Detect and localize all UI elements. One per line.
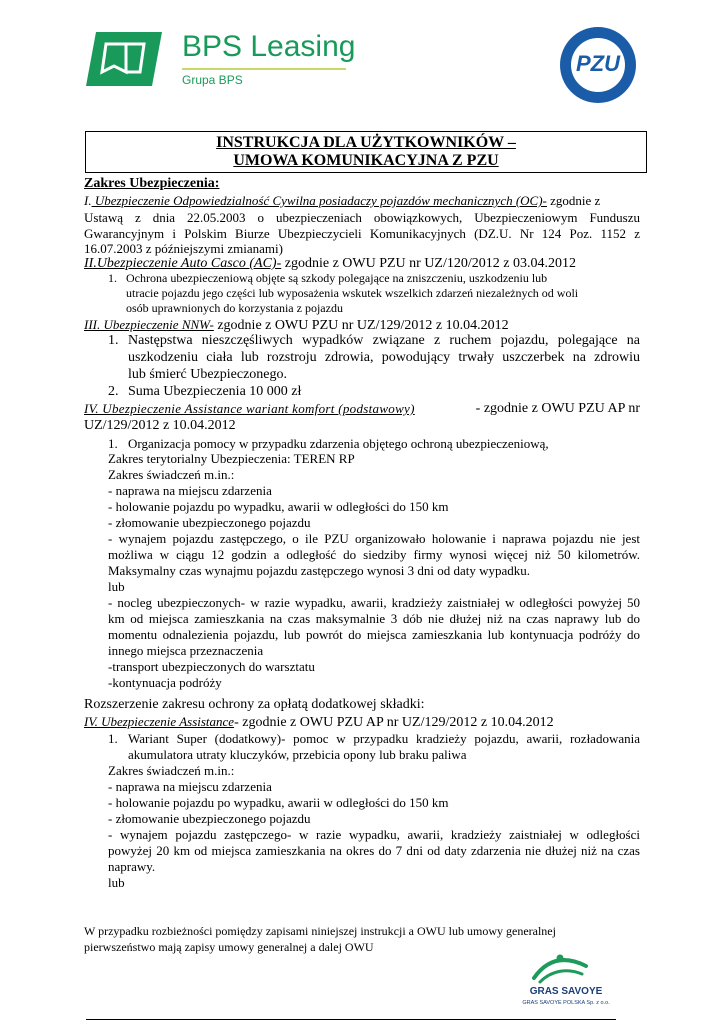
gras-savoye-logo	[516, 952, 616, 1012]
assist-basic-benefit-4-line1: - wynajem pojazdu zastępczego, o ile PZU organizowało holowanie i naprawa pojazdu nie jest	[108, 531, 640, 546]
page-title-line2: UMOWA KOMUNIKACYJNA Z PZU	[233, 152, 499, 169]
extension-item1-line1: Wariant Super (dodatkowy)- pomoc w przypadku kradzieży pojazdu, awarii, rozładowania	[128, 731, 640, 746]
ac-rest: zgodnie z OWU PZU nr UZ/120/2012 z 03.04.2012	[281, 256, 576, 271]
extension-benefit-4-line3: naprawy.	[108, 859, 156, 874]
ac-item1-line1: Ochrona ubezpieczeniową objęte są szkody polegające na zniszczeniu, uszkodzeniu lub	[126, 271, 548, 285]
extension-benefit-3: - złomowanie ubezpieczonego pojazdu	[108, 811, 311, 826]
pzu-logo-text: PZU	[576, 51, 620, 76]
assist-basic-benefit-3: - złomowanie ubezpieczonego pojazdu	[108, 515, 311, 530]
assist-basic-benefit-2: - holowanie pojazdu po wypadku, awarii w odległości do 150 km	[108, 499, 449, 514]
oc-line-1	[84, 193, 640, 209]
extension-rest: - zgodnie z OWU PZU AP nr UZ/129/2012 z 10.04.2012	[234, 715, 554, 730]
extension-benefit-1: - naprawa na miejscu zdarzenia	[108, 779, 272, 794]
oc-line-3: Gwarancyjnym i Polskim Biurze Ubezpieczycieli Komunikacyjnych (DZ.U. Nr 124 Poz. 1152 z	[84, 226, 640, 241]
assist-basic-item1-text: Organizacja pomocy w przypadku zdarzenia objętego ochroną ubezpieczeniową,	[128, 436, 549, 451]
nnw-item1-line2: uszkodzeniu ciała lub rozstroju zdrowia, powodujący trwały uszczerbek na zdrowiu	[128, 350, 640, 365]
assist-basic-rest: - zgodnie z OWU PZU AP nr	[475, 401, 640, 416]
extension-benefit-4-line1: - wynajem pojazdu zastępczego- w razie wypadku, awarii, kradzieży zaistniałej w odległości	[108, 827, 640, 842]
gras-savoye-name: GRAS SAVOYE	[529, 986, 603, 997]
nnw-rest: zgodnie z OWU PZU nr UZ/129/2012 z 10.04.2012	[213, 318, 509, 333]
ac-item1-line3: osób uprawnionych do korzystania z pojazdu	[126, 301, 343, 315]
nnw-item1-line3: lub śmierć Ubezpieczonego.	[128, 367, 287, 382]
page-title-line1: INSTRUKCJA DLA UŻYTKOWNIKÓW –	[216, 134, 516, 151]
extension-heading: Rozszerzenie zakresu ochrony za opłatą dodatkowej składki:	[84, 697, 425, 712]
extension-or: lub	[108, 875, 125, 890]
bps-logo-text: BPS Leasing	[182, 30, 356, 63]
nnw-item2-num: 2.	[108, 384, 119, 399]
nnw-name: III. Ubezpieczenie NNW-	[84, 317, 214, 332]
assist-basic-item1-num: 1.	[108, 436, 118, 451]
assist-basic-benefit-6: -transport ubezpieczonych do warsztatu	[108, 659, 315, 674]
extension-item1-num: 1.	[108, 731, 118, 746]
assist-basic-benefits-heading: Zakres świadczeń m.in.:	[108, 467, 235, 482]
footer-divider	[86, 1019, 616, 1020]
ac-heading	[84, 256, 640, 272]
assist-basic-line-2: UZ/129/2012 z 10.04.2012	[84, 418, 236, 433]
document-body	[84, 0, 640, 1024]
nnw-item1-num: 1.	[108, 333, 119, 348]
bps-logo-subtitle: Grupa BPS	[182, 73, 243, 87]
extension-benefits-heading: Zakres świadczeń m.in.:	[108, 763, 235, 778]
ac-item1-line2: utracie pojazdu jego części lub wyposażenia wskutek wszelkich zdarzeń niezależnych od woli	[126, 286, 579, 300]
footer-note-line1: W przypadku rozbieżności pomiędzy zapisami niniejszej instrukcji a OWU lub umowy generalnej	[84, 924, 556, 938]
assist-basic-benefit-5-line4: innego miejsca przeznaczenia	[108, 643, 264, 658]
assist-basic-territory: Zakres terytorialny Ubezpieczenia: TEREN RP	[108, 451, 355, 466]
gras-savoye-subtitle: GRAS SAVOYE POLSKA Sp. z o.o.	[522, 1000, 610, 1006]
nnw-heading	[84, 317, 640, 334]
assist-basic-benefit-5-line1: - nocleg ubezpieczonych- w razie wypadku, awarii, kradzieży zaistniałej w odległości powyżej 50	[108, 595, 640, 610]
extension-benefit-2: - holowanie pojazdu po wypadku, awarii w odległości do 150 km	[108, 795, 449, 810]
footer-note-line2: pierwszeństwo mają zapisy umowy generalnej a dalej OWU	[84, 940, 374, 954]
scope-heading: Zakres Ubezpieczenia:	[84, 176, 220, 191]
assist-basic-benefit-7: -kontynuacja podróży	[108, 675, 222, 690]
assist-basic-benefit-4-line2: możliwa w ciągu 12 godzin a odległość do siedziby firmy wynosi więcej niż 50 kilometrów.	[108, 547, 640, 562]
assist-basic-heading	[84, 401, 640, 417]
assist-basic-benefit-4-line3: Maksymalny czas wynajmu pojazdu zastępczego wynosi 3 dni od daty wypadku.	[108, 563, 531, 578]
assist-basic-benefit-5-line3: momentu odnalezienia pojazdu, lub powrót do miejsca zamieszkania lub kontynuacja podróży do	[108, 627, 640, 642]
nnw-item2-text: Suma Ubezpieczenia 10 000 zł	[128, 384, 302, 399]
extension-assistance-heading	[84, 714, 640, 731]
extension-name: IV. Ubezpieczenie Assistance	[84, 714, 235, 729]
gras-savoye-swoosh-icon	[530, 952, 590, 986]
assist-basic-benefit-1: - naprawa na miejscu zdarzenia	[108, 483, 272, 498]
extension-benefit-4-line2: powyżej 20 km od miejsca zamieszkania na okres do 7 dni od daty zdarzenia nie dłużej niż na czas	[108, 843, 640, 858]
nnw-item1-line1: Następstwa nieszczęśliwych wypadków związane z ruchem pojazdu, polegające na	[128, 333, 640, 348]
oc-line-4: 16.07.2003 z późniejszymi zmianami)	[84, 241, 283, 256]
oc-line1-rest: zgodnie z	[546, 193, 601, 208]
extension-item1-line2: akumulatora utraty kluczyków, przebicia opony lub braku paliwa	[128, 747, 467, 762]
ac-name: II.Ubezpieczenie Auto Casco (AC)-	[84, 256, 282, 271]
oc-line-2: Ustawą z dnia 22.05.2003 o ubezpieczeniach obowiązkowych, Ubezpieczeniowym Funduszu	[84, 210, 640, 225]
ac-item1-num: 1.	[108, 271, 117, 285]
assist-basic-benefit-5-line2: km od miejsca zamieszkania na czas maksymalnie 3 dób nie dłużej niż na czas naprawy lub do	[108, 611, 640, 626]
assist-basic-or: lub	[108, 579, 125, 594]
assist-basic-name: IV. Ubezpieczenie Assistance wariant komfort (podstawowy)	[84, 401, 415, 416]
oc-num: I.	[84, 193, 92, 208]
oc-name: Ubezpieczenie Odpowiedzialność Cywilna posiadaczy pojazdów mechanicznych (OC)-	[91, 193, 547, 208]
